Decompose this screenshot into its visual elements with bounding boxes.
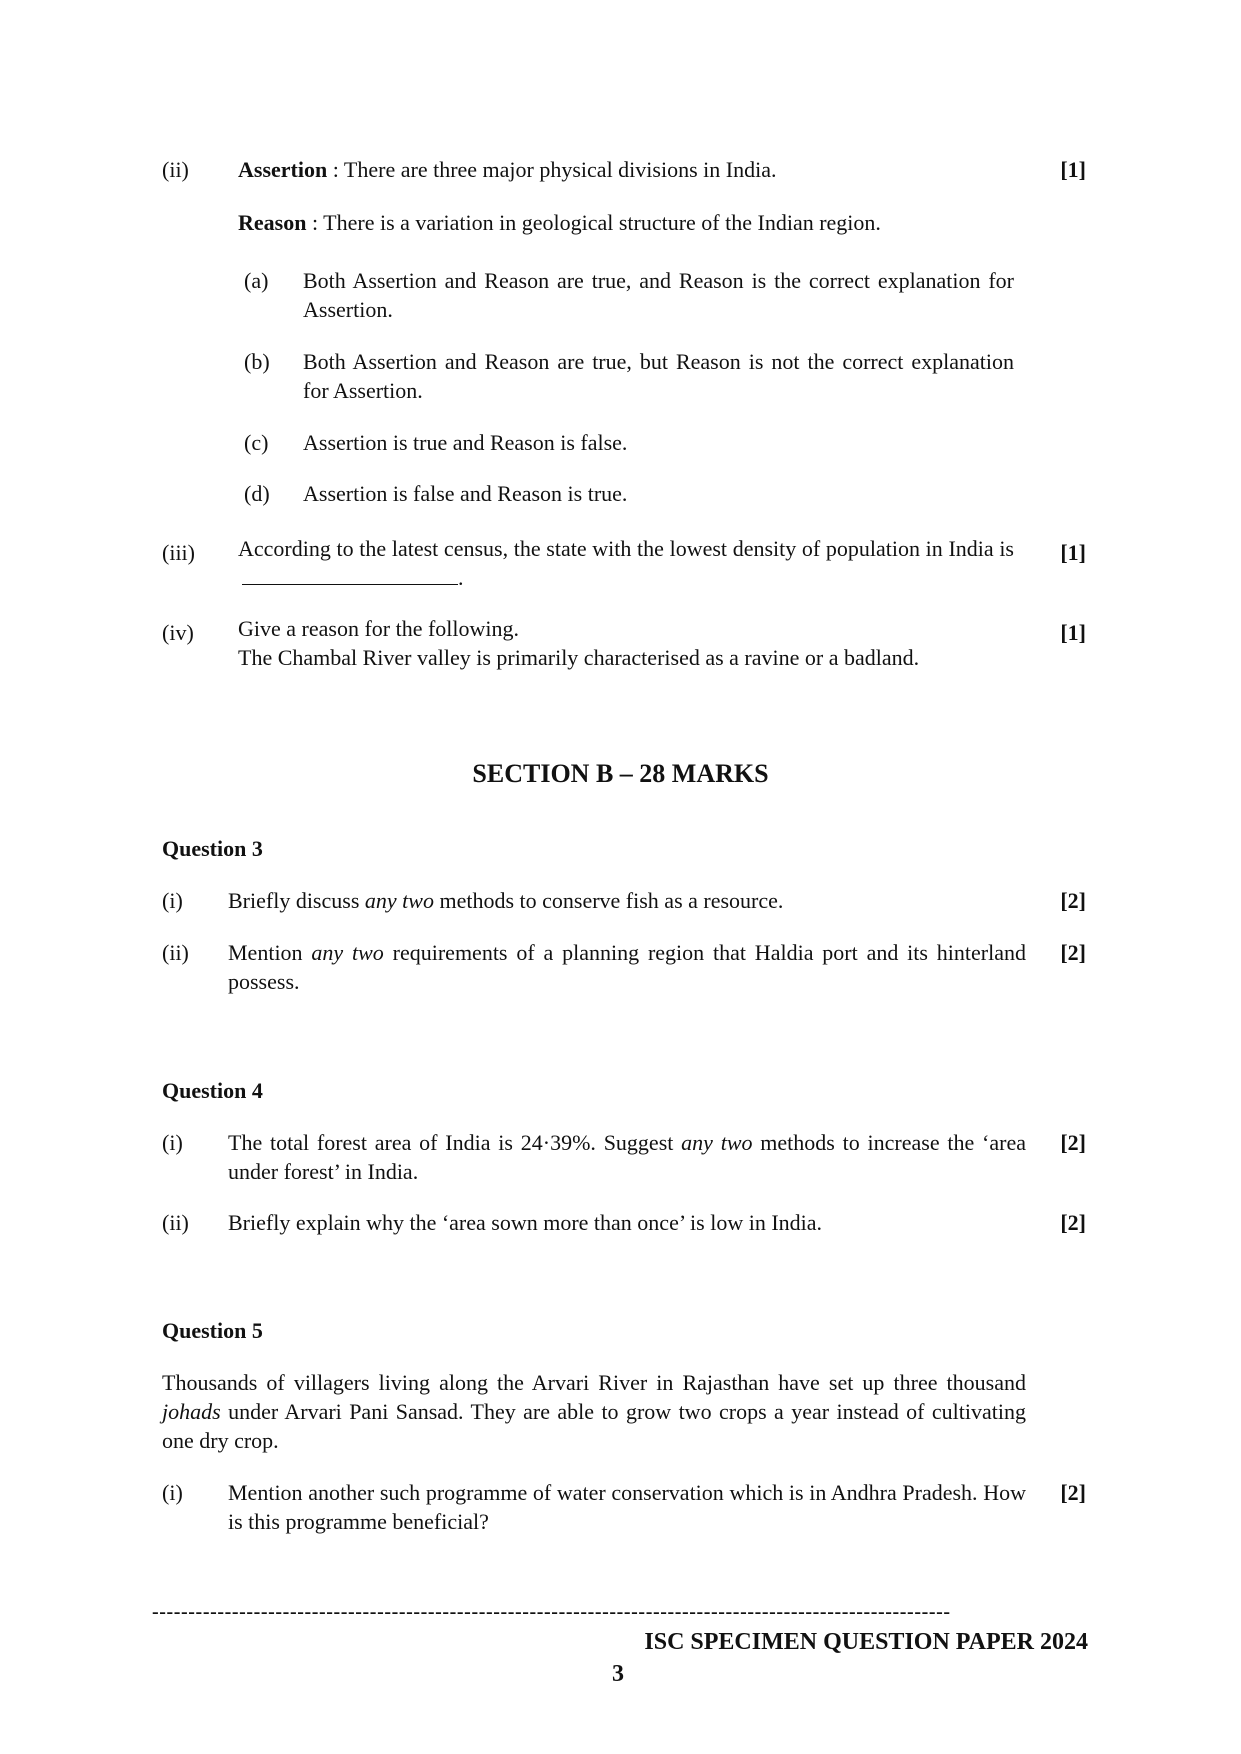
answer-blank [242, 564, 458, 585]
question-5-heading: Question 5 [162, 1318, 263, 1343]
question-3-heading: Question 3 [162, 836, 263, 861]
q2-ii-assertion [238, 155, 1014, 184]
q3-i-marks: [2] [1060, 888, 1086, 913]
option-a-text: Both Assertion and Reason are true, and Reason is the correct explanation for Assertion. [303, 268, 1014, 322]
q3-ii-number: (ii) [162, 940, 189, 965]
q3-i-text [228, 886, 1026, 915]
q2-iii-number: (iii) [162, 540, 195, 565]
assertion-label: Assertion [238, 157, 328, 182]
footer-divider: -------------------------------------------------------------------------------------------------------------- [152, 1601, 951, 1623]
question-4-heading: Question 4 [162, 1078, 263, 1103]
q5-intro-em: johads [162, 1399, 221, 1424]
q4-i-number: (i) [162, 1130, 183, 1155]
option-b-text: Both Assertion and Reason are true, but Reason is not the correct explanation for Assertion. [303, 349, 1014, 403]
q2-ii-reason [238, 208, 1014, 237]
q4-ii-number: (ii) [162, 1210, 189, 1235]
option-c-label: (c) [244, 430, 269, 455]
q2-iv-marks: [1] [1060, 620, 1086, 645]
q5-i-number: (i) [162, 1480, 183, 1505]
q5-intro-pre: Thousands of villagers living along the Arvari River in Rajasthan have set up three thousand [162, 1370, 1026, 1395]
q3-ii-em: any two [311, 940, 384, 965]
q3-i-em: any two [364, 888, 434, 913]
option-d-label: (d) [244, 481, 270, 506]
option-a-label: (a) [244, 268, 269, 293]
q5-intro [162, 1368, 1026, 1455]
q2-iii-text [238, 534, 1014, 592]
q4-i-em: any two [681, 1130, 753, 1155]
q2-ii-number: (ii) [162, 157, 189, 182]
q3-i-pre: Briefly discuss [228, 888, 365, 913]
q4-ii-marks: [2] [1060, 1210, 1086, 1235]
q5-i-text: Mention another such programme of water conservation which is in Andhra Pradesh. How is this programme beneficial? [228, 1480, 1026, 1534]
q2-iii-text-after: . [458, 565, 464, 590]
q2-iv-line1: Give a reason for the following. [238, 616, 520, 641]
option-c-text: Assertion is true and Reason is false. [303, 430, 628, 455]
page-number: 3 [612, 1661, 624, 1687]
q3-ii-post: requirements of a planning region that Haldia port and its hinterland possess. [228, 940, 1026, 994]
q5-i-marks: [2] [1060, 1480, 1086, 1505]
q3-ii-marks: [2] [1060, 940, 1086, 965]
option-b-label: (b) [244, 349, 270, 374]
q3-i-post: methods to conserve fish as a resource. [433, 888, 784, 913]
q2-iv-number: (iv) [162, 620, 194, 645]
reason-text: : There is a variation in geological structure of the Indian region. [306, 210, 881, 235]
q4-i-pre: The total forest area of India is 24·39%. Suggest [228, 1130, 682, 1155]
assertion-text: : There are three major physical divisions in India. [327, 157, 777, 182]
q2-iii-text-before: According to the latest census, the state with the lowest density of population in India is [238, 536, 1014, 561]
q2-ii-marks: [1] [1060, 157, 1086, 182]
q3-ii-text [228, 938, 1026, 996]
q3-ii-pre: Mention [228, 940, 312, 965]
reason-label: Reason [238, 210, 307, 235]
option-d-text: Assertion is false and Reason is true. [303, 481, 628, 506]
q4-ii-text: Briefly explain why the ‘area sown more than once’ is low in India. [228, 1210, 823, 1235]
section-b-title: SECTION B – 28 MARKS [472, 759, 769, 788]
q2-iii-marks: [1] [1060, 540, 1086, 565]
footer-title: ISC SPECIMEN QUESTION PAPER 2024 [644, 1629, 1088, 1655]
q2-iv-line2: The Chambal River valley is primarily characterised as a ravine or a badland. [238, 645, 920, 670]
q4-i-post: methods to increase the ‘area under forest’ in India. [228, 1130, 1026, 1184]
q4-i-marks: [2] [1060, 1130, 1086, 1155]
q3-i-number: (i) [162, 888, 183, 913]
q4-i-text [228, 1128, 1026, 1186]
q5-intro-post: under Arvari Pani Sansad. They are able to grow two crops a year instead of cultivating one dry crop. [162, 1399, 1026, 1453]
